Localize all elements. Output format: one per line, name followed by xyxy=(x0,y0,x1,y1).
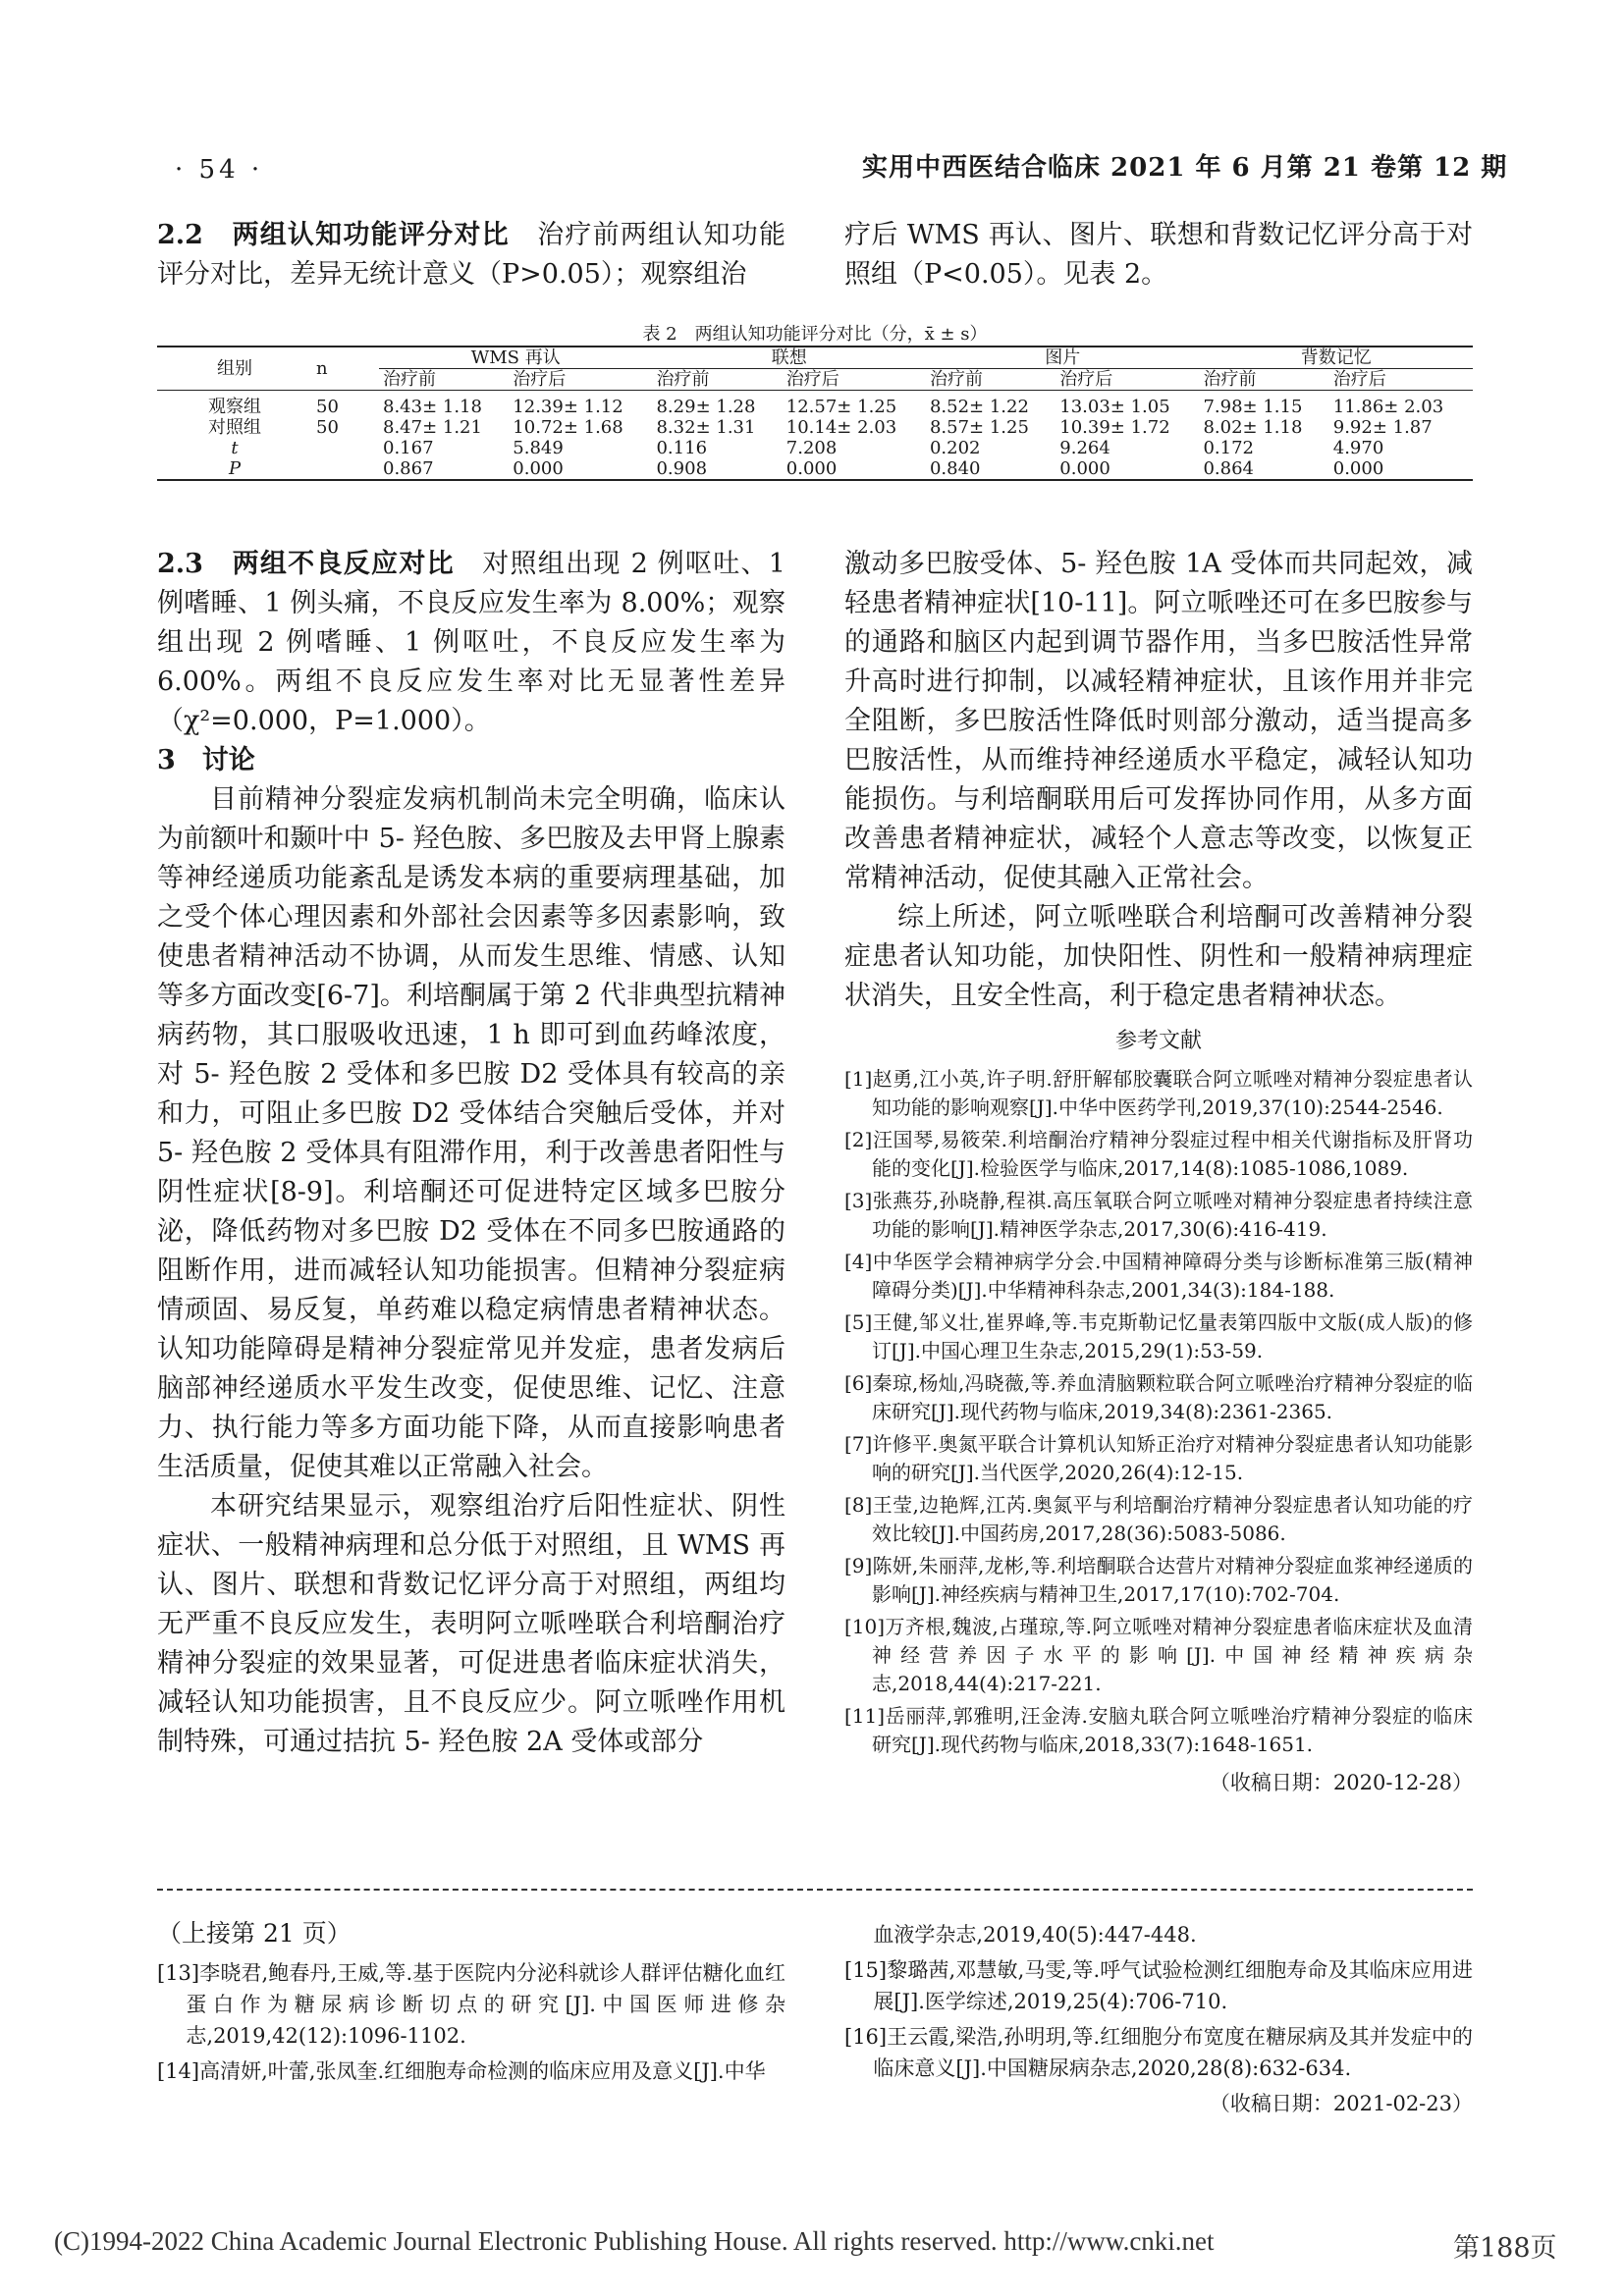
reference-item: [5]王健,邹义壮,崔界峰,等.韦克斯勒记忆量表第四版中文版(成人版)的修订[J].中国心理卫生杂志,2015,29(1):53-59. xyxy=(844,1310,1473,1362)
cell: 0.864 xyxy=(1203,457,1254,479)
cell: 10.39± 1.72 xyxy=(1059,416,1170,438)
reference-item: [8]王莹,边艳辉,江芮.奥氮平与利培酮治疗精神分裂症患者认知功能的疗效比较[J].中国药房,2017,28(36):5083-5086. xyxy=(844,1493,1473,1545)
section-2-3-title: 2.3 两组不良反应对比 xyxy=(157,549,455,579)
row-label: 对照组 xyxy=(208,416,261,438)
cell: 5.849 xyxy=(513,437,564,458)
row-label: t xyxy=(231,437,239,458)
reference-item: [10]万齐根,魏波,占瑾琼,等.阿立哌唑对精神分裂症患者临床症状及血清神经营养因子水平的影响[J].中国神经精神疾病杂志,2018,44(4):217-221. xyxy=(844,1615,1473,1695)
journal-header: 实用中西医结合临床 2021 年 6 月第 21 卷第 12 期 xyxy=(862,153,1508,183)
cell: 10.72± 1.68 xyxy=(513,416,623,438)
group-header-wms: WMS 再认 xyxy=(379,347,652,369)
copyright-notice: (C)1994-2022 China Academic Journal Electronic Publishing House. All rights reserved. http://www.cnki.net xyxy=(54,2226,1215,2256)
cell: 8.29± 1.28 xyxy=(656,396,756,417)
conclusion-paragraph: 综上所述，阿立哌唑联合利培酮可改善精神分裂症患者认知功能，加快阳性、阴性和一般精神病理症状消失，且安全性高，利于稳定患者精神状态。 xyxy=(844,902,1473,1011)
cell: 0.172 xyxy=(1203,437,1254,458)
cell: 12.39± 1.12 xyxy=(513,396,623,417)
cell: 8.02± 1.18 xyxy=(1203,416,1303,438)
cell: 10.14± 2.03 xyxy=(785,416,897,438)
table-2 xyxy=(157,346,1473,481)
sub-header: 治疗前 xyxy=(1203,369,1257,390)
cell: 7.208 xyxy=(785,437,838,458)
cell: 8.47± 1.21 xyxy=(383,416,482,438)
left-column xyxy=(157,545,785,1762)
cell: 9.264 xyxy=(1059,437,1110,458)
cell: 13.03± 1.05 xyxy=(1059,396,1170,417)
table-row xyxy=(157,438,1473,458)
section-2-2-text-right: 疗后 WMS 再认、图片、联想和背数记忆评分高于对照组（P<0.05）。见表 2。 xyxy=(844,220,1473,290)
sub-header: 治疗后 xyxy=(1332,369,1386,390)
reference-list xyxy=(844,1065,1473,1759)
table-row xyxy=(157,417,1473,438)
table-2-caption: 表 2 两组认知功能评分对比（分，x̄ ± s） xyxy=(642,324,988,345)
sub-header: 治疗前 xyxy=(656,369,710,390)
col-n-header: n xyxy=(316,358,328,379)
reference-item: [11]岳丽萍,郭雅明,汪金涛.安脑丸联合阿立哌唑治疗精神分裂症的临床研究[J].现代药物与临床,2018,33(7):1648-1651. xyxy=(844,1704,1473,1756)
reference-continuation: 血液学杂志,2019,40(5):447-448. xyxy=(873,1923,1197,1947)
section-2-2-right xyxy=(844,216,1473,294)
footer-page-number: 第188页 xyxy=(1453,2233,1557,2264)
row-n: 50 xyxy=(316,416,339,438)
cell: 9.92± 1.87 xyxy=(1332,416,1433,438)
cell: 12.57± 1.25 xyxy=(785,396,897,417)
continued-right xyxy=(844,1919,1473,2117)
cell: 8.32± 1.31 xyxy=(656,416,756,438)
cell: 0.867 xyxy=(383,457,434,479)
cell: 11.86± 2.03 xyxy=(1332,396,1444,417)
sub-header: 治疗后 xyxy=(785,369,839,390)
reference-item: [16]王云霞,梁浩,孙明玥,等.红细胞分布宽度在糖尿病及其并发症中的临床意义[J].中国糖尿病杂志,2020,28(8):632-634. xyxy=(844,2025,1473,2080)
cell: 7.98± 1.15 xyxy=(1203,396,1303,417)
cell: 0.840 xyxy=(929,457,981,479)
section-divider xyxy=(157,1889,1473,1891)
reference-item: [15]黎璐茜,邓慧敏,马雯,等.呼气试验检测红细胞寿命及其临床应用进展[J].医学综述,2019,25(4):706-710. xyxy=(844,1958,1473,2013)
section-2-2-title: 2.2 两组认知功能评分对比 xyxy=(157,220,510,250)
row-label: P xyxy=(228,457,242,479)
cell: 0.167 xyxy=(383,437,434,458)
page-number: · 54 · xyxy=(175,155,264,185)
reference-item: [3]张燕芬,孙晓静,程祺.高压氧联合阿立哌唑对精神分裂症患者持续注意功能的影响[J].精神医学杂志,2017,30(6):416-419. xyxy=(844,1189,1473,1241)
reference-item: [2]汪国琴,易筱荣.利培酮治疗精神分裂症过程中相关代谢指标及肝肾功能的变化[J].检验医学与临床,2017,14(8):1085-1086,1089. xyxy=(844,1128,1473,1180)
sub-header: 治疗前 xyxy=(383,369,436,390)
discussion-paragraph-1: 目前精神分裂症发病机制尚未完全明确，临床认为前额叶和颞叶中 5- 羟色胺、多巴胺及去甲肾上腺素等神经递质功能紊乱是诱发本病的重要病理基础，加之受个体心理因素和外部社会因素等多因素影响，致使患者精神活动不协调，从而发生思维、情感、认知等多方面改变[6-7]。利培酮属于第 2 代非典型抗精神病药物，其口服吸收迅速，1 h 即可到血药峰浓度，对 5- 羟色胺 2 受体和多巴胺 D2 受体具有较高的亲和力，可阻止多巴胺 D2 受体结合突触后受体，并对 5- 羟色胺 2 受体具有阻滞作用，利于改善患者阳性与阴性症状[8-9]。利培酮还可促进特定区域多巴胺分泌，降低药物对多巴胺 D2 受体在不同多巴胺通路的阻断作用，进而减轻认知功能损害。但精神分裂症病情顽固、易反复，单药难以稳定病情患者精神状态。认知功能障碍是精神分裂症常见并发症，患者发病后脑部神经递质水平发生改变，促使思维、记忆、注意力、执行能力等多方面功能下降，从而直接影响患者生活质量，促使其难以正常融入社会。 xyxy=(157,784,785,1482)
cell: 0.000 xyxy=(513,457,564,479)
discussion-paragraph-3: 激动多巴胺受体、5- 羟色胺 1A 受体而共同起效，减轻患者精神症状[10-11]。阿立哌唑还可在多巴胺参与的通路和脑区内起到调节器作用，当多巴胺活性异常升高时进行抑制，以减轻精神症状，且该作用并非完全阻断，多巴胺活性降低时则部分激动，适当提高多巴胺活性，从而维持神经递质水平稳定，减轻认知功能损伤。与利培酮联用后可发挥协同作用，从多方面改善患者精神症状，减轻个人意志等改变，以恢复正常精神活动，促使其融入正常社会。 xyxy=(844,549,1473,893)
sub-header: 治疗前 xyxy=(929,369,983,390)
row-n: 50 xyxy=(316,396,339,417)
sub-header: 治疗后 xyxy=(1059,369,1113,390)
reference-item: [4]中华医学会精神病学分会.中国精神障碍分类与诊断标准第三版(精神障碍分类)[J].中华精神科杂志,2001,34(3):184-188. xyxy=(844,1250,1473,1302)
sub-header: 治疗后 xyxy=(513,369,567,390)
row-label: 观察组 xyxy=(208,396,261,417)
section-2-2-text-left: 治疗前两组认知功能评分对比，差异无统计意义（P>0.05）；观察组治 xyxy=(157,220,786,290)
right-column xyxy=(844,545,1473,1802)
received-date: （收稿日期：2020-12-28） xyxy=(1209,1771,1473,1794)
section-2-2-left xyxy=(157,216,785,294)
cell: 8.43± 1.18 xyxy=(383,396,482,417)
reference-item: [7]许修平.奥氮平联合计算机认知矫正治疗对精神分裂症患者认知功能影响的研究[J].当代医学,2020,26(4):12-15. xyxy=(844,1432,1473,1484)
table-row xyxy=(157,458,1473,480)
section-2-3-text: 对照组出现 2 例呕吐、1 例嗜睡、1 例头痛，不良反应发生率为 8.00%；观察组出现 2 例嗜睡、1 例呕吐，不良反应发生率为 6.00%。两组不良反应发生率对比无显著性差异（χ²=0.000，P=1.000）。 xyxy=(157,549,785,736)
cell: 0.202 xyxy=(929,437,981,458)
reference-item: [1]赵勇,江小英,许子明.舒肝解郁胶囊联合阿立哌唑对精神分裂症患者认知功能的影响观察[J].中华中医药学刊,2019,37(10):2544-2546. xyxy=(844,1067,1473,1119)
cell: 0.000 xyxy=(1332,457,1384,479)
discussion-paragraph-2: 本研究结果显示，观察组治疗后阳性症状、阴性症状、一般精神病理和总分低于对照组，且 WMS 再认、图片、联想和背数记忆评分高于对照组，两组均无严重不良反应发生，表明阿立哌唑联合利培酮治疗精神分裂症的效果显著，可促进患者临床症状消失，减轻认知功能损害，且不良反应少。阿立哌唑作用机制特殊，可通过拮抗 5- 羟色胺 2A 受体或部分 xyxy=(157,1491,785,1757)
col-group-header: 组别 xyxy=(217,358,252,379)
table-row xyxy=(157,397,1473,417)
references-title: 参考文献 xyxy=(1114,1029,1202,1053)
reference-item: [9]陈妍,朱丽萍,龙彬,等.利培酮联合达营片对精神分裂症血浆神经递质的影响[J].神经疾病与精神卫生,2017,17(10):702-704. xyxy=(844,1554,1473,1606)
cell: 0.908 xyxy=(656,457,708,479)
group-header-association: 联想 xyxy=(652,347,925,369)
cell: 0.116 xyxy=(656,437,708,458)
reference-item: [6]秦琼,杨灿,冯晓薇,等.养血清脑颗粒联合阿立哌唑治疗精神分裂症的临床研究[J].现代药物与临床,2019,34(8):2361-2365. xyxy=(844,1371,1473,1423)
reference-item: [14]高清妍,叶蕾,张凤奎.红细胞寿命检测的临床应用及意义[J].中华 xyxy=(157,2059,766,2083)
continued-title: （上接第 21 页） xyxy=(157,1919,352,1948)
cell: 8.52± 1.22 xyxy=(929,396,1029,417)
group-header-digit-span: 背数记忆 xyxy=(1199,347,1473,369)
row-n xyxy=(312,458,379,480)
group-header-picture: 图片 xyxy=(926,347,1199,369)
cell: 0.000 xyxy=(785,457,838,479)
cell: 4.970 xyxy=(1332,437,1384,458)
cell: 8.57± 1.25 xyxy=(929,416,1029,438)
section-3-title: 3 讨论 xyxy=(157,745,255,775)
row-n xyxy=(312,438,379,458)
reference-item: [13]李晓君,鲍春丹,王威,等.基于医院内分泌科就诊人群评估糖化血红蛋白作为糖尿病诊断切点的研究[J].中国医师进修杂志,2019,42(12):1096-1102. xyxy=(157,1961,785,2048)
continued-left xyxy=(157,1914,785,2091)
received-date: （收稿日期：2021-02-23） xyxy=(1209,2092,1473,2115)
cell: 0.000 xyxy=(1059,457,1110,479)
